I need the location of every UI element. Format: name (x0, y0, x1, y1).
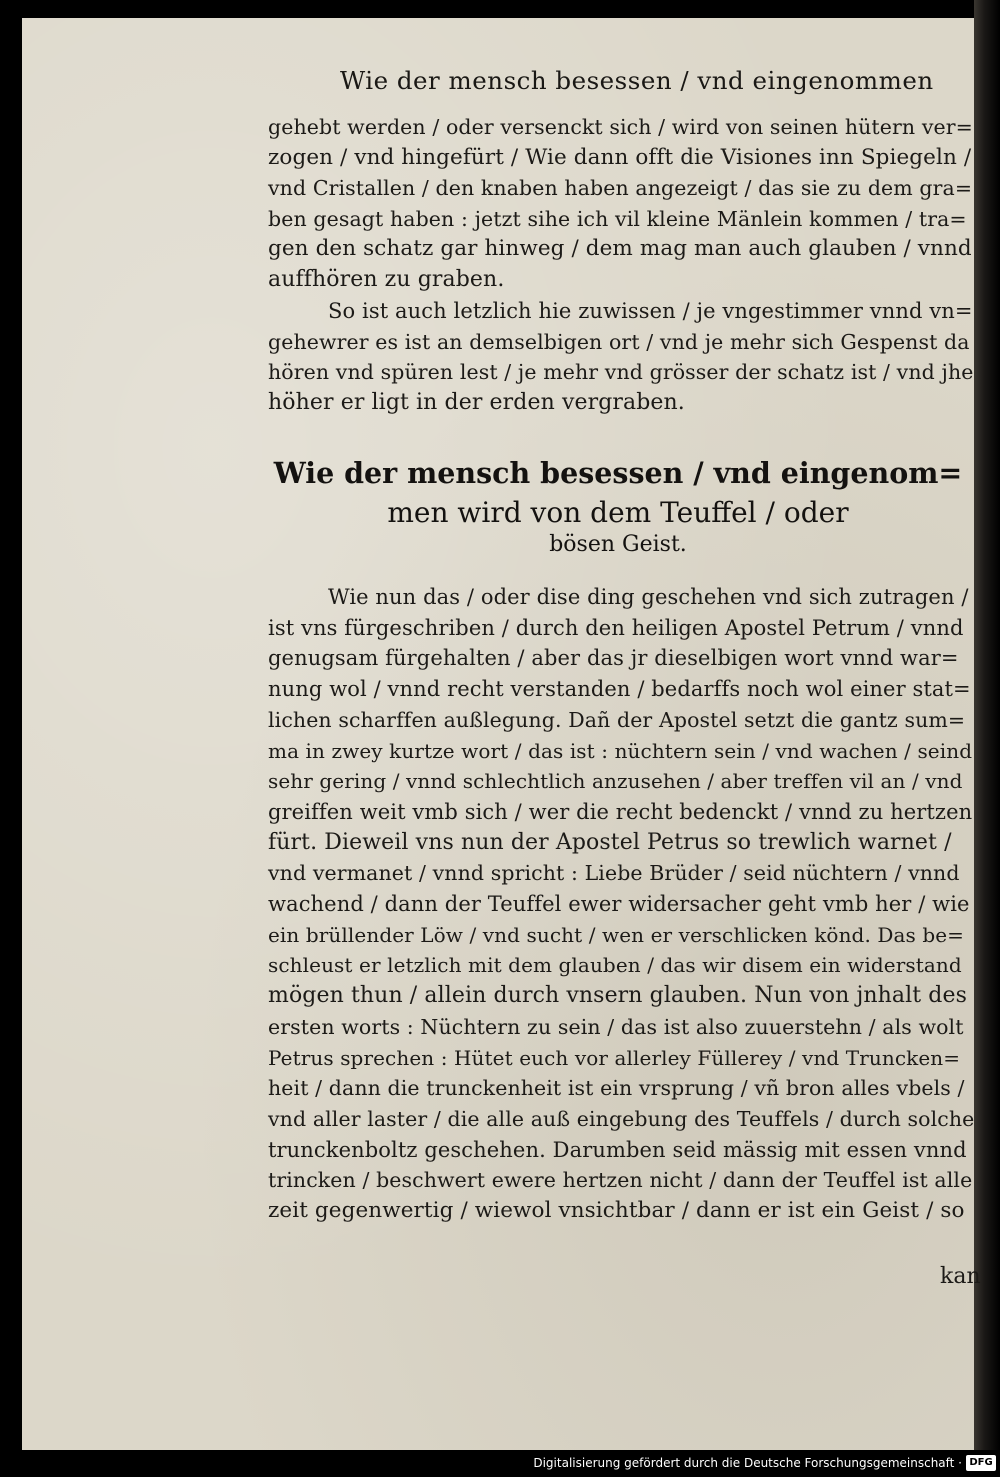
text-line: ma in zwey kurtze wort / das ist : nüchtern sein / vnd wachen / seind (268, 738, 973, 763)
text-line: nung wol / vnnd recht verstanden / bedarffs noch wol einer stat= (268, 677, 971, 702)
running-head: Wie der mensch besessen / vnd eingenommen (340, 66, 934, 95)
text-line: Petrus sprechen : Hütet euch vor allerley Füllerey / vnd Truncken= (268, 1045, 961, 1070)
text-line: greiffen weit vmb sich / wer die recht bedenckt / vnnd zu hertzen (268, 799, 973, 824)
text-line: vnd vermanet / vnnd spricht : Liebe Brüder / seid nüchtern / vnnd (268, 861, 960, 886)
chapter-heading-line-1: Wie der mensch besessen / vnd eingenom= (273, 456, 963, 490)
paragraph-2 (268, 296, 974, 418)
text-line: sehr gering / vnnd schlechtlich anzusehen / aber treffen vil an / vnd (268, 769, 963, 794)
text-line: gen den schatz gar hinweg / dem mag man auch glauben / vnnd (268, 236, 972, 262)
chapter-heading-line-2: men wird von dem Teuffel / oder (387, 496, 849, 529)
text-line: vnd Cristallen / den knaben haben angezeigt / das sie zu dem gra= (268, 176, 973, 201)
paragraph-3 (268, 582, 974, 1227)
text-line: ein brüllender Löw / vnd sucht / wen er verschlicken könd. Das be= (268, 922, 965, 947)
text-line: trunckenboltz geschehen. Darumben seid mässig mit essen vnnd (268, 1137, 967, 1162)
text-line: trincken / beschwert ewere hertzen nicht / dann der Teuffel ist alle (268, 1168, 973, 1193)
chapter-heading-line-3: bösen Geist. (549, 532, 687, 557)
text-line: ersten worts : Nüchtern zu sein / das ist also zuuerstehn / als wolt (268, 1014, 964, 1039)
text-line: So ist auch letzlich hie zuwissen / je vngestimmer vnnd vn= (328, 299, 973, 323)
text-line: genugsam fürgehalten / aber das jr dieselbigen wort vnnd war= (268, 646, 959, 671)
text-line: schleust er letzlich mit dem glauben / das wir disem ein widerstand (268, 953, 962, 978)
text-line: höher er ligt in der erden vergraben. (268, 389, 685, 415)
text-line: auffhören zu graben. (268, 266, 505, 292)
text-line: gehebt werden / oder versenckt sich / wird von seinen hütern ver= (268, 115, 973, 139)
book-spine-shadow (974, 0, 1000, 1450)
text-line: ben gesagt haben : jetzt sihe ich vil kleine Mänlein kommen / tra= (268, 206, 967, 231)
catchword: kan (940, 1264, 981, 1289)
text-line: zeit gegenwertig / wiewol vnsichtbar / dann er ist ein Geist / so (268, 1198, 965, 1224)
footer-bar (0, 1450, 1000, 1477)
text-line: zogen / vnd hingefürt / Wie dann offt die Visiones inn Spiegeln / (268, 144, 972, 170)
funding-notice: Digitalisierung gefördert durch die Deutsche Forschungsgemeinschaft · (533, 1456, 962, 1470)
text-line: wachend / dann der Teuffel ewer widersacher geht vmb her / wie (268, 892, 970, 917)
text-line: fürt. Dieweil vns nun der Apostel Petrus so trewlich warnet / (268, 829, 952, 855)
text-line: heit / dann die trunckenheit ist ein vrsprung / vñ bron alles vbels / (268, 1076, 965, 1101)
text-line: vnd aller laster / die alle auß eingebung des Teuffels / durch solche (268, 1106, 975, 1131)
text-line: Wie nun das / oder dise ding geschehen vnd sich zutragen / (328, 585, 969, 609)
text-line: hören vnd spüren lest / je mehr vnd grösser der schatz ist / vnd jhe (268, 360, 974, 385)
dfg-logo-icon: DFG (966, 1455, 996, 1471)
text-line: lichen scharffen außlegung. Dañ der Apostel setzt die gantz sum= (268, 707, 966, 732)
text-line: gehewrer es ist an demselbigen ort / vnd je mehr sich Gespenst da (268, 329, 970, 354)
text-line: mögen thun / allein durch vnsern glauben. Nun von jnhalt des (268, 983, 967, 1009)
paragraph-1 (268, 112, 974, 296)
text-line: ist vns fürgeschriben / durch den heiligen Apostel Petrum / vnnd (268, 615, 964, 640)
